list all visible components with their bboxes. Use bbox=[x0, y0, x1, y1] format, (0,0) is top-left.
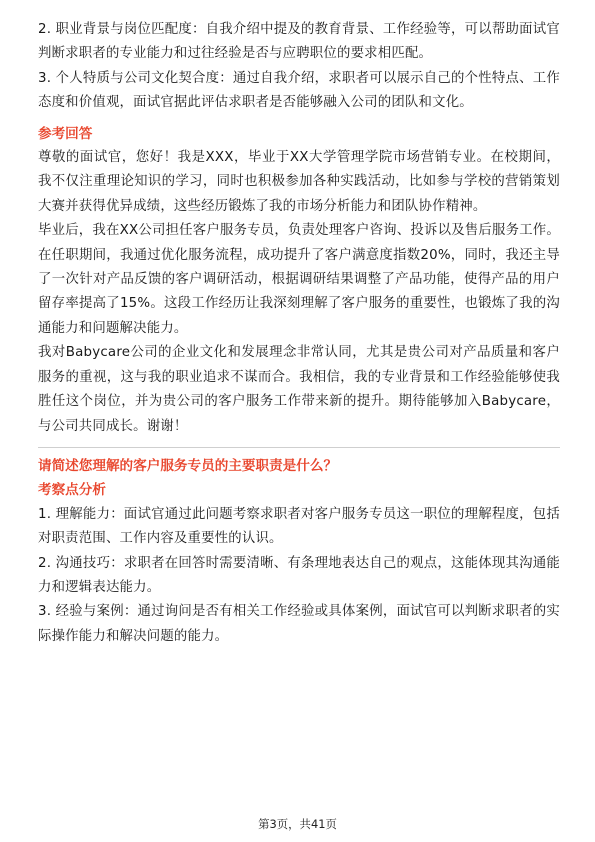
analysis-point-1: 1. 理解能力：面试官通过此问题考察求职者对客户服务专员这一职位的理解程度，包括对职责范围、工作内容及重要性的认识。 bbox=[38, 506, 560, 547]
answer-paragraph-3: 我对Babycare公司的企业文化和发展理念非常认同，尤其是贵公司对产品质量和客户服务的重视，这与我的职业追求不谋而合。我相信，我的专业背景和工作经验能够使我胜任这个岗位，并为贵公司的客户服务工作带来新的提升。期待能够加入Babycare，与公司共同成长。谢谢！ bbox=[38, 345, 560, 434]
intro-point-2: 2. 职业背景与岗位匹配度：自我介绍中提及的教育背景、工作经验等，可以帮助面试官判断求职者的专业能力和过往经验是否与应聘职位的要求相匹配。 bbox=[38, 22, 560, 62]
answer-heading: 参考回答 bbox=[38, 125, 93, 142]
question-title: 请简述您理解的客户服务专员的主要职责是什么？ bbox=[38, 457, 338, 474]
intro-point-3: 3. 个人特质与公司文化契合度：通过自我介绍，求职者可以展示自己的个性特点、工作态度和价值观，面试官据此评估求职者是否能够融入公司的团队和文化。 bbox=[38, 70, 560, 111]
section-divider bbox=[38, 447, 560, 448]
analysis-point-3: 3. 经验与案例：通过询问是否有相关工作经验或具体案例，面试官可以判断求职者的实际操作能力和解决问题的能力。 bbox=[38, 604, 560, 644]
analysis-point-2: 2. 沟通技巧：求职者在回答时需要清晰、有条理地表达自己的观点，这能体现其沟通能力和逻辑表达能力。 bbox=[38, 555, 560, 595]
answer-paragraph-2: 毕业后，我在XX公司担任客户服务专员，负责处理客户咨询、投诉以及售后服务工作。在任职期间，我通过优化服务流程，成功提升了客户满意度指数20%，同时，我还主导了一次针对产品反馈的客户调研活动，根据调研结果调整了产品功能，使得产品的用户留存率提高了15%。这段工作经历让我深刻理解了客户服务的重要性，也锻炼了我的沟通能力和问题解决能力。 bbox=[38, 223, 560, 336]
answer-paragraph-1: 尊敬的面试官，您好！我是XXX，毕业于XX大学管理学院市场营销专业。在校期间，我不仅注重理论知识的学习，同时也积极参加各种实践活动，比如参与学校的营销策划大赛并获得优异成绩，这些经历锻炼了我的市场分析能力和团队协作精神。 bbox=[38, 150, 560, 214]
page-content bbox=[38, 18, 560, 649]
page-number: 第3页，共41页 bbox=[258, 817, 337, 831]
analysis-heading: 考察点分析 bbox=[38, 482, 106, 499]
